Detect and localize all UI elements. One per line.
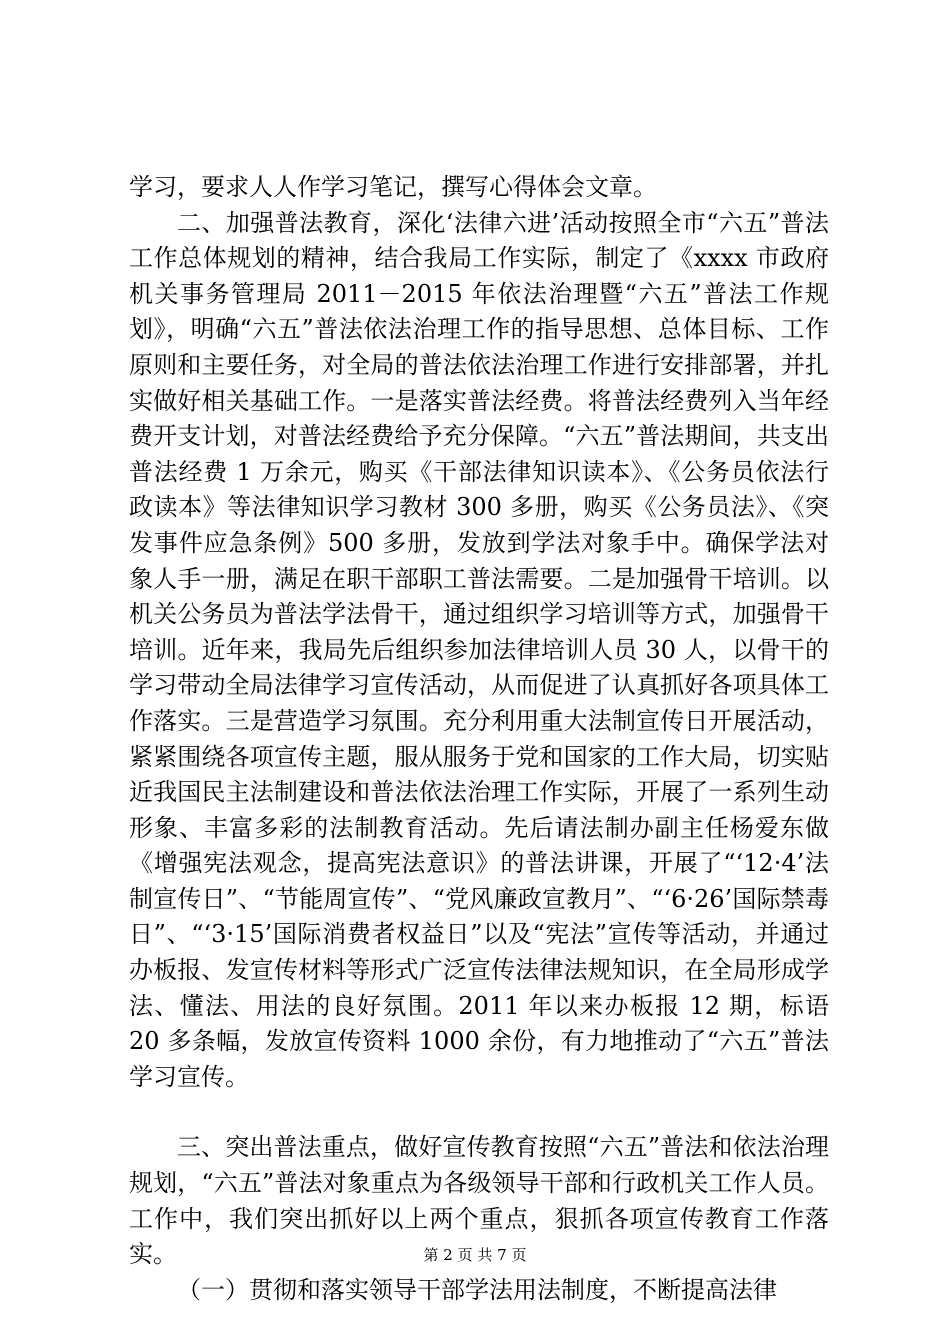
- paragraph-continuation: 学习，要求人人作学习笔记，撰写心得体会文章。: [129, 173, 657, 201]
- page-footer: [0, 1245, 950, 1265]
- paragraph-section-two: 二、加强普法教育，深化‘法律六进’活动按照全市“六五”普法工作总体规划的精神，结合我局工作实际，制定了《xxxx 市政府机关事务管理局 2011－2015 年依法治理暨“六五”普法工作规划》，明确“六五”普法依法治理工作的指导思想、总体目标、工作原则和主要任务，对全局的普法依法治理工作进行安排部署，并扎实做好相关基础工作。一是落实普法经费。将普法经费列入当年经费开支计划，对普法经费给予充分保障。“六五”普法期间，共支出普法经费 1 万余元，购买《干部法律知识读本》、《公务员依法行政读本》等法律知识学习教材 300 多册，购买《公务员法》、《突发事件应急条例》500 多册，发放到学法对象手中。确保学法对象人手一册，满足在职干部职工普法需要。二是加强骨干培训。以机关公务员为普法学法骨干，通过组织学习培训等方式，加强骨干培训。近年来，我局先后组织参加法律培训人员 30 人，以骨干的学习带动全局法律学习宣传活动，从而促进了认真抓好各项具体工作落实。三是营造学习氛围。充分利用重大法制宣传日开展活动，紧紧围绕各项宣传主题，服从服务于党和国家的工作大局，切实贴近我国民主法制建设和普法依法治理工作实际，开展了一系列生动形象、丰富多彩的法制教育活动。先后请法制办副主任杨爱东做《增强宪法观念，提高宪法意识》的普法讲课，开展了“‘12·4’法制宣传日”、“节能周宣传”、“党风廉政宣教月”、“‘6·26’国际禁毒日”、“‘3·15’国际消费者权益日”以及“宪法”宣传等活动，并通过办板报、发宣传材料等形式广泛宣传法律法规知识，在全局形成学法、懂法、用法的良好氛围。2011 年以来办板报 12 期，标语 20 多条幅，发放宣传资料 1000 余份，有力地推动了“六五”普法学习宣传。: [129, 208, 829, 1091]
- paragraph-gap: [129, 1095, 829, 1130]
- paragraph-section-three: 三、突出普法重点，做好宣传教育按照“六五”普法和依法治理规划，“六五”普法对象重点为各级领导干部和行政机关工作人员。工作中，我们突出抓好以上两个重点，狠抓各项宣传教育工作落实。: [129, 1133, 829, 1269]
- page-number-label: 第 2 页 共 7 页: [423, 1246, 527, 1264]
- paragraph-subsection-one: （一）贯彻和落实领导干部学法用法制度，不断提高法律: [177, 1275, 777, 1304]
- document-body: [129, 170, 829, 1308]
